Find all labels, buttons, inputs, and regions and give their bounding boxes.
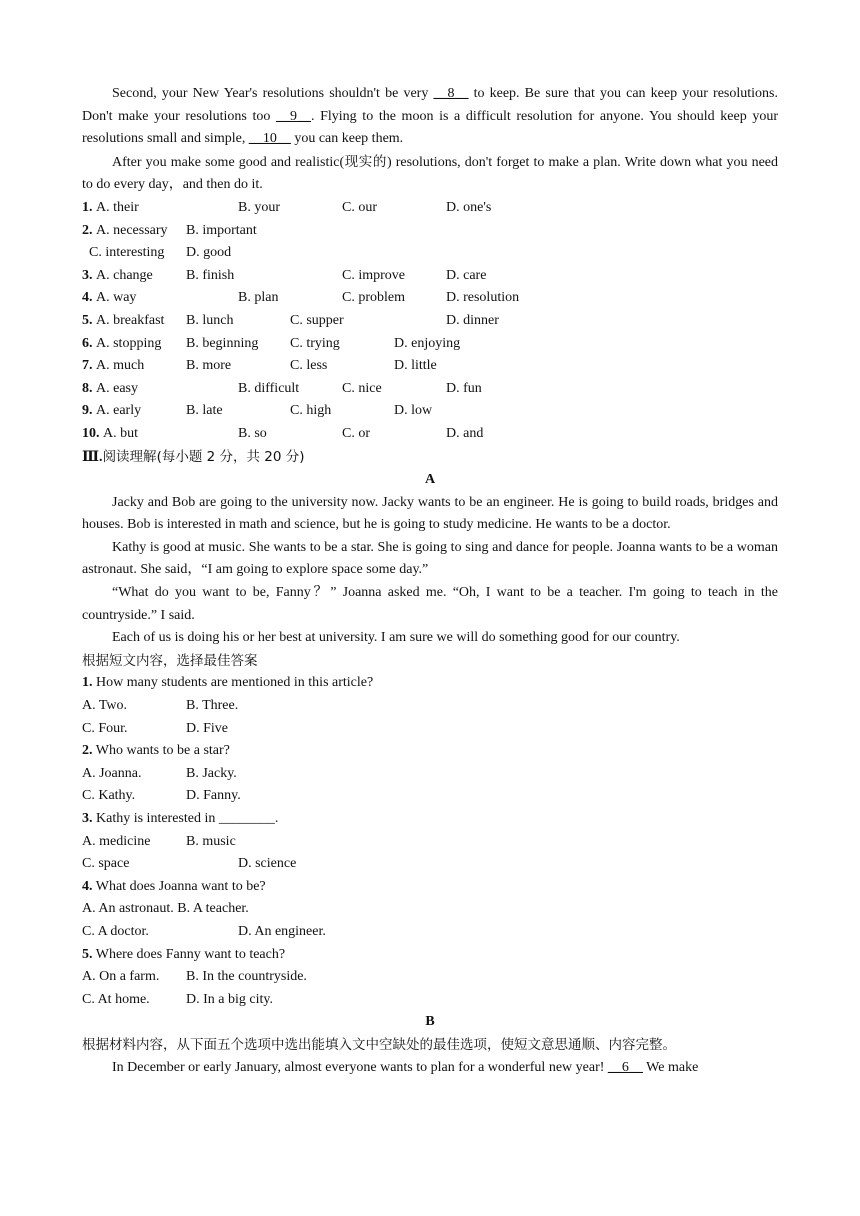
option-b: B. In the countryside. <box>186 969 307 985</box>
text: In December or early January, almost everyone wants to plan for a wonderful new year! <box>112 1059 608 1075</box>
reading-options-4b <box>82 921 778 944</box>
cloze-question-8 <box>82 378 778 401</box>
option-a: A. Joanna. <box>82 765 142 781</box>
question-text: Kathy is interested in ________. <box>92 811 279 826</box>
reading-question-2 <box>82 740 778 763</box>
option-b: B. plan <box>238 290 279 306</box>
option-a: A. An astronaut. <box>82 901 174 917</box>
question-number: 4. <box>82 290 93 306</box>
question-text: Who wants to be a star? <box>92 743 230 759</box>
reading-options-1a <box>82 695 778 718</box>
option-a: A. but <box>103 425 138 441</box>
part-a-instruction: 根据短文内容，选择最佳答案 <box>82 652 258 669</box>
option-c: C. supper <box>290 312 344 328</box>
option-b: B. difficult <box>238 380 300 396</box>
option-c: C. high <box>290 403 332 419</box>
reading-question-5 <box>82 944 778 967</box>
option-a: A. On a farm. <box>82 969 160 985</box>
question-text: How many students are mentioned in this article? <box>92 675 374 691</box>
option-d: D. resolution <box>446 290 520 306</box>
reading-options-2b <box>82 785 778 808</box>
option-d: D. Five <box>186 720 228 736</box>
reading-options-2a <box>82 763 778 786</box>
option-a: A. easy <box>96 380 138 396</box>
option-a: A. stopping <box>96 335 162 351</box>
blank-6: __6__ <box>607 1059 643 1075</box>
option-c: C. trying <box>290 335 340 351</box>
option-d: D. good <box>186 245 232 261</box>
text: We make <box>642 1059 699 1075</box>
cloze-question-1 <box>82 197 778 220</box>
cloze-question-9 <box>82 400 778 423</box>
cloze-question-4 <box>82 287 778 310</box>
option-c: C. less <box>290 358 328 374</box>
option-c: C. Kathy. <box>82 788 136 804</box>
option-c: C. nice <box>342 380 382 396</box>
option-b: B. Three. <box>186 698 239 714</box>
cloze-question-3 <box>82 265 778 288</box>
option-d: D. dinner <box>446 312 499 328</box>
text: . Flying to the moon is a difficult resolution for anyone. You should keep your resolutions small and simple, <box>82 108 778 147</box>
option-c: C. interesting <box>89 245 165 261</box>
option-b: B. important <box>186 222 257 238</box>
option-b: B. late <box>186 403 223 419</box>
option-c: C. or <box>342 425 370 441</box>
question-number: 1. <box>82 675 93 691</box>
option-c: C. improve <box>342 267 405 283</box>
reading-options-3b <box>82 853 778 876</box>
reading-options-4a <box>82 898 778 921</box>
question-number: 1. <box>82 199 93 215</box>
text: 现实的 <box>344 153 387 170</box>
reading-options-5a <box>82 966 778 989</box>
cloze-question-2 <box>82 220 778 243</box>
option-d: D. fun <box>446 380 482 396</box>
question-number: 3. <box>82 811 93 826</box>
question-number: 8. <box>82 380 93 396</box>
section-heading <box>82 446 778 470</box>
blank-10: __10__ <box>248 131 291 147</box>
option-a: A. their <box>96 199 139 215</box>
blank-9: __9__ <box>275 108 311 124</box>
part-a-paragraph: “What do you want to be, Fanny？” Joanna asked me. “Oh, I want to be a teacher. I'm going to teach in the countryside.” I said. <box>82 585 778 623</box>
option-b: B. more <box>186 358 232 374</box>
section-note: (每小题 2 分，共 20 分) <box>156 448 305 465</box>
part-b-paragraph <box>82 1057 778 1080</box>
option-d: D. one's <box>446 199 492 215</box>
option-b: B. your <box>238 199 280 215</box>
question-number: 5. <box>82 312 93 328</box>
option-b: B. Jacky. <box>186 765 237 781</box>
option-c: C. space <box>82 856 130 872</box>
reading-options-1b <box>82 718 778 741</box>
reading-question-1 <box>82 672 778 695</box>
text: ) resolutions, don't forget to make a plan. Write down what you need to do every day，and then do it. <box>82 154 778 193</box>
question-text: Where does Fanny want to teach? <box>92 946 286 962</box>
text: to keep. Be sure that you can keep your resolutions. Don't make your resolutions too <box>82 86 778 124</box>
option-c: C. Four. <box>82 720 128 736</box>
option-b: B. finish <box>186 267 235 283</box>
reading-question-3 <box>82 808 778 831</box>
option-c: C. At home. <box>82 991 150 1007</box>
option-a: A. early <box>96 403 142 419</box>
document-page <box>82 83 778 1079</box>
part-b-instruction: 根据材料内容，从下面五个选项中选出能填入文中空缺处的最佳选项，使短文意思通顺、内容完整。 <box>82 1036 676 1053</box>
option-b: B. A teacher. <box>177 901 249 917</box>
option-d: D. In a big city. <box>186 991 273 1007</box>
option-b: B. music <box>186 833 236 849</box>
part-b-heading: B <box>425 1014 435 1030</box>
option-d: D. enjoying <box>394 335 461 351</box>
section-number: Ⅲ. <box>82 449 103 465</box>
option-a: A. much <box>96 358 145 374</box>
cloze-question-2-cont <box>82 242 778 265</box>
blank-8: __8__ <box>433 86 469 101</box>
question-number: 4. <box>82 878 93 894</box>
question-number: 6. <box>82 335 93 351</box>
cloze-question-10 <box>82 423 778 446</box>
option-c: C. our <box>342 199 377 215</box>
question-number: 7. <box>82 358 93 374</box>
text: After you make some good and realistic( <box>112 154 345 170</box>
option-a: A. Two. <box>82 698 128 714</box>
text: Second, your New Year's resolutions shouldn't be very <box>112 86 434 101</box>
option-a: A. change <box>96 267 153 283</box>
option-d: D. care <box>446 267 487 283</box>
part-a-paragraph: Kathy is good at music. She wants to be a star. She is going to sing and dance for people. Joanna wants to be a woman astronaut. She said，“I am going to explore space some day.” <box>82 539 778 578</box>
part-a-heading: A <box>424 472 436 488</box>
question-number: 2. <box>82 222 93 238</box>
option-b: B. lunch <box>186 312 234 328</box>
option-b: B. so <box>238 425 267 441</box>
option-a: A. necessary <box>96 222 168 238</box>
section-title: 阅读理解 <box>102 448 157 465</box>
question-number: 10. <box>82 425 100 441</box>
option-d: D. science <box>238 856 297 872</box>
option-c: C. A doctor. <box>82 923 149 939</box>
reading-options-3a <box>82 831 778 854</box>
reading-options-5b <box>82 989 778 1012</box>
reading-question-4 <box>82 876 778 899</box>
question-text: What does Joanna want to be? <box>92 878 266 894</box>
cloze-question-7 <box>82 355 778 378</box>
option-b: B. beginning <box>186 335 259 351</box>
question-number: 9. <box>82 403 93 419</box>
cloze-question-5 <box>82 310 778 333</box>
part-a-paragraph: Each of us is doing his or her best at university. I am sure we will do something good for our country. <box>112 630 680 646</box>
text: you can keep them. <box>290 131 404 147</box>
option-d: D. low <box>394 403 433 419</box>
option-a: A. way <box>96 290 137 306</box>
option-d: D. An engineer. <box>238 923 326 939</box>
option-a: A. breakfast <box>96 312 165 328</box>
option-d: D. Fanny. <box>186 788 241 804</box>
option-a: A. medicine <box>82 833 151 849</box>
option-d: D. and <box>446 425 484 441</box>
question-number: 2. <box>82 743 93 759</box>
part-a-paragraph: Jacky and Bob are going to the university now. Jacky wants to be an engineer. He is going to build roads, bridges and houses. Bob is interested in math and science, but he is going to study medicine. He wants to be a doctor. <box>82 494 778 533</box>
option-d: D. little <box>394 358 437 374</box>
question-number: 3. <box>82 267 93 283</box>
passage-paragraph <box>82 83 778 151</box>
question-number: 5. <box>82 946 93 962</box>
passage-paragraph <box>82 151 778 197</box>
option-c: C. problem <box>342 290 405 306</box>
cloze-question-6 <box>82 333 778 356</box>
